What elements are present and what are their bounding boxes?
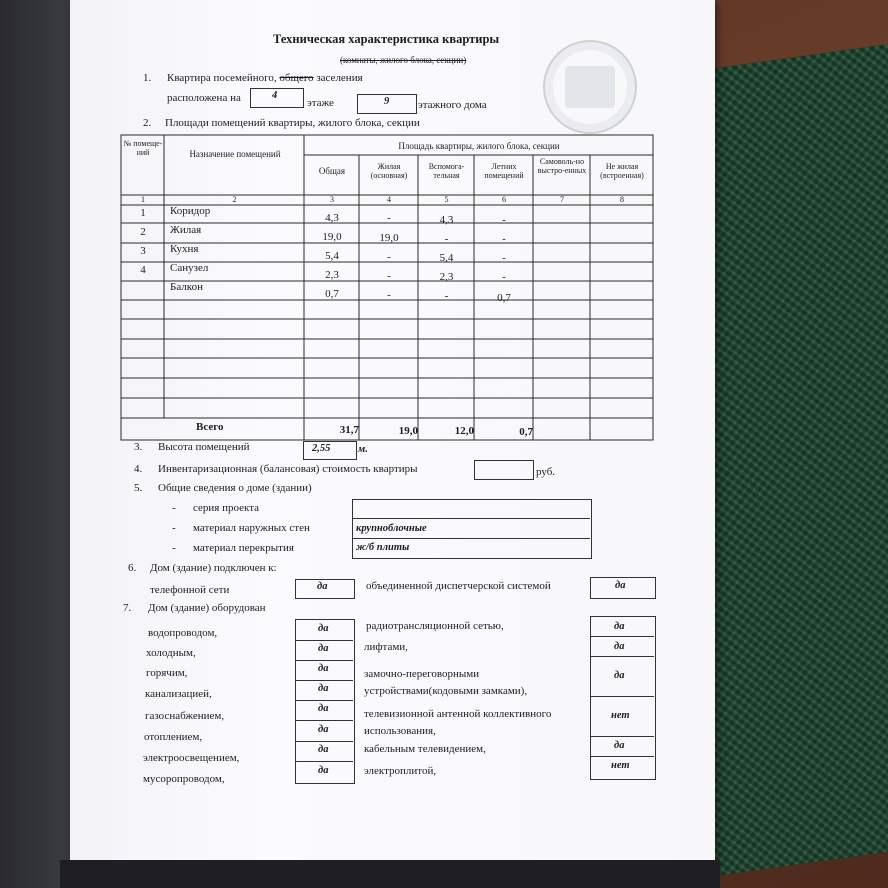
totals-living: 19,0 [398, 425, 418, 437]
dispatch-value: да [615, 580, 626, 591]
height-value: 2,55 [312, 443, 331, 454]
s5-walls-label: материал наружных стен [193, 522, 310, 534]
s7-stove-value: нет [611, 760, 630, 771]
s5-divider-2 [352, 538, 590, 539]
s7-right-div-3 [590, 696, 654, 697]
table-row-2-name: Жилая [170, 224, 202, 236]
th-purpose: Назначение помещений [189, 149, 281, 159]
table-row-3-summer: - [502, 252, 506, 264]
s7-left-val-4: да [318, 683, 329, 694]
floor-value: 4 [272, 90, 278, 101]
table-row-4-num: 4 [140, 264, 146, 276]
s7-stove-label: электроплитой, [364, 765, 437, 777]
table-row-4-summer: - [502, 271, 506, 283]
totals-label: Всего [196, 421, 224, 433]
table-row-4-aux: 2,3 [439, 271, 454, 283]
s7-radio-value: да [614, 621, 625, 632]
s7-right-div-5 [590, 756, 654, 757]
table-row-3-aux: 5,4 [439, 252, 454, 264]
s6-phone-label: телефонной сети [150, 584, 230, 596]
s5-num: 5. [134, 482, 143, 494]
s5-divider-1 [352, 518, 590, 519]
colnum-3: 3 [330, 195, 334, 204]
s4-text: Инвентаризационная (балансовая) стоимость квартиры [158, 463, 418, 475]
s7-left-val-7: да [318, 744, 329, 755]
s7-lift-value: да [614, 641, 625, 652]
th-self: Самоволь-но выстро-енных [537, 157, 587, 175]
colnum-5: 5 [444, 195, 449, 204]
table-row-3-total: 5,4 [325, 250, 339, 262]
s7-left-div-7 [295, 761, 353, 762]
s7-left-label-8: мусоропроводом, [143, 773, 225, 785]
height-unit: м. [358, 444, 368, 455]
table-row-1-num: 1 [140, 207, 146, 219]
s7-cable-value: да [614, 740, 625, 751]
s5-dash-1: - [172, 502, 176, 514]
s7-lock-label-2: устройствами(кодовыми замками), [364, 685, 528, 697]
table-row-1-summer: - [502, 214, 506, 226]
s7-left-label-2: холодным, [146, 647, 196, 659]
table-row-4-name: Санузел [170, 262, 209, 274]
s7-left-div-4 [295, 700, 353, 701]
table-row-5-summer: 0,7 [497, 292, 511, 304]
s7-left-div-2 [295, 660, 353, 661]
s5-series-label: серия проекта [193, 502, 260, 514]
s7-left-div-1 [295, 640, 353, 641]
s7-lock-label-1: замочно-переговорными [364, 668, 480, 680]
s7-left-val-5: да [318, 703, 329, 714]
colnum-7: 7 [560, 195, 564, 204]
s7-left-val-8: да [318, 765, 329, 776]
cost-unit: руб. [536, 466, 556, 478]
s7-left-label-7: электроосвещением, [143, 752, 240, 764]
table-row-2-total: 19,0 [322, 231, 342, 243]
page-title: Техническая характеристика квартиры [273, 32, 500, 46]
s2-text: Площади помещений квартиры, жилого блока, секции [165, 117, 420, 129]
s7-tv-label-1: телевизионной антенной коллективного [364, 708, 552, 720]
colnum-2: 2 [232, 195, 237, 204]
th-num: № помеще-ний [123, 139, 163, 157]
s1-etazh: этаже [307, 97, 334, 109]
s6-text: Дом (здание) подключен к: [150, 562, 277, 574]
th-summer: Летних помещений [484, 162, 524, 180]
s7-left-div-6 [295, 741, 353, 742]
table-row-5-name: Балкон [170, 281, 203, 293]
page-subtitle: (комнаты, жилого блока, секции) [340, 55, 467, 65]
table-row-1-living: - [387, 212, 391, 224]
s1-line1: Квартира посемейного, общего заселения [167, 72, 363, 84]
s5-dash-3: - [172, 542, 176, 554]
table-row-1-total: 4,3 [325, 212, 339, 224]
colnum-1: 1 [141, 195, 145, 204]
th-area-group: Площадь квартиры, жилого блока, секции [398, 141, 560, 151]
s3-text: Высота помещений [158, 441, 250, 453]
s7-lift-label: лифтами, [364, 641, 408, 653]
s7-cable-label: кабельным телевидением, [364, 743, 486, 755]
table-row-2-summer: - [502, 233, 506, 245]
s7-tv-value: нет [611, 710, 630, 721]
table-row-3-name: Кухня [170, 243, 199, 255]
s7-left-val-6: да [318, 724, 329, 735]
s7-left-label-6: отоплением, [144, 731, 203, 743]
th-total: Общая [318, 166, 346, 176]
s7-left-div-3 [295, 680, 353, 681]
s4-num: 4. [134, 463, 143, 475]
s7-text: Дом (здание) оборудован [148, 602, 266, 614]
s1-etazhnogo: этажного дома [418, 99, 487, 111]
colnum-8: 8 [620, 195, 624, 204]
s6-num: 6. [128, 562, 137, 574]
s5-dash-2: - [172, 522, 176, 534]
totals-aux: 12,0 [454, 425, 474, 437]
s7-right-div-2 [590, 656, 654, 657]
phone-value: да [317, 581, 328, 592]
s7-left-val-3: да [318, 663, 329, 674]
s3-num: 3. [134, 441, 143, 453]
s7-tv-label-2: использования, [364, 725, 436, 737]
s7-left-label-1: водопроводом, [148, 627, 218, 639]
table-row-2-num: 2 [140, 226, 146, 238]
table-row-2-living: 19,0 [379, 232, 399, 244]
s7-left-label-3: горячим, [146, 667, 188, 679]
th-living: Жилая (основная) [370, 162, 408, 180]
s7-left-label-5: газоснабжением, [145, 710, 225, 722]
table-row-3-living: - [387, 251, 391, 263]
s7-num: 7. [123, 602, 132, 614]
table-row-2-aux: - [444, 233, 449, 245]
table-row-4-living: - [387, 270, 391, 282]
th-aux: Вспомога-тельная [428, 162, 465, 180]
table-row-1-name: Коридор [170, 205, 211, 217]
s7-left-label-4: канализацией, [145, 688, 212, 700]
table-row-3-num: 3 [140, 245, 146, 257]
s5-text: Общие сведения о доме (здании) [158, 482, 312, 494]
cost-box [474, 460, 534, 480]
floors-total-value: 9 [384, 96, 390, 107]
s7-left-val-2: да [318, 643, 329, 654]
totals-total: 31,7 [339, 424, 359, 436]
s7-left-div-5 [295, 720, 353, 721]
s6-dispatch-label: объединенной диспетчерской системой [366, 580, 551, 592]
s7-left-val-1: да [318, 623, 329, 634]
colnum-4: 4 [387, 195, 391, 204]
s5-walls-value: крупноблочные [356, 523, 427, 534]
table-row-5-total: 0,7 [325, 288, 339, 300]
table-row-5-living: - [387, 289, 391, 301]
th-nonres: Не жилая (встроенная) [600, 162, 644, 180]
totals-summer: 0,7 [519, 426, 533, 438]
table-row-1-aux: 4,3 [439, 214, 454, 226]
s7-right-div-1 [590, 636, 654, 637]
s7-radio-label: радиотрансляционной сетью, [366, 620, 504, 632]
colnum-6: 6 [502, 195, 506, 204]
s2-num: 2. [143, 117, 152, 129]
s1-num: 1. [143, 72, 152, 84]
s1-line2: расположена на [167, 92, 241, 104]
s7-right-div-4 [590, 736, 654, 737]
s5-floors-label: материал перекрытия [193, 542, 294, 554]
s5-floors-value: ж/б плиты [356, 542, 410, 553]
table-row-4-total: 2,3 [325, 269, 339, 281]
table-row-5-aux: - [444, 290, 449, 302]
s7-lock-value: да [614, 670, 625, 681]
